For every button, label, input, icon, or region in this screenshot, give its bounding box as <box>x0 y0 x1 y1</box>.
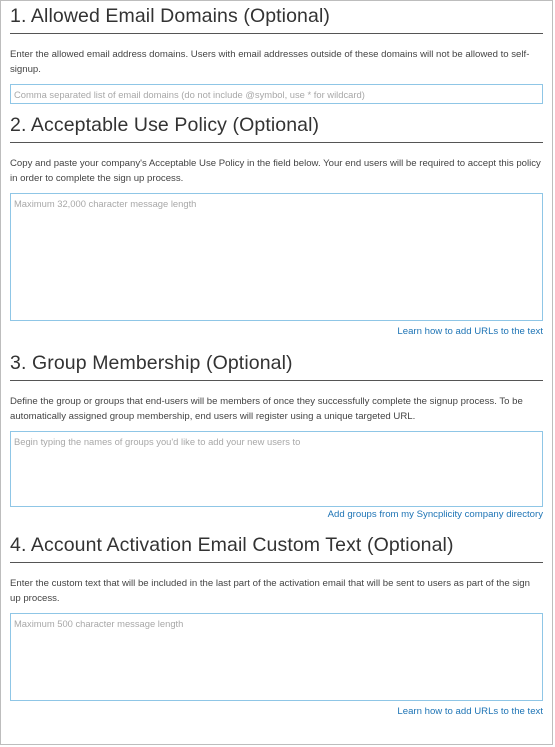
section-description: Define the group or groups that end-users will be members of once they successfully complete the signup process. To be automatically assigned group membership, end users will register using a unique targeted URL. <box>10 396 523 422</box>
section-acceptable-use-policy <box>10 110 543 338</box>
link-row <box>10 706 543 718</box>
section-description: Copy and paste your company's Acceptable Use Policy in the field below. Your end users will be required to accept this policy in order to complete the sign up process. <box>10 158 541 184</box>
learn-urls-link[interactable]: Learn how to add URLs to the text <box>397 326 543 337</box>
add-groups-directory-link[interactable]: Add groups from my Syncplicity company directory <box>327 509 543 520</box>
section-title: 1. Allowed Email Domains (Optional) <box>10 1 543 34</box>
section-allowed-email-domains <box>10 1 543 104</box>
acceptable-use-policy-textarea[interactable] <box>10 193 543 321</box>
section-description: Enter the allowed email address domains. Users with email addresses outside of these domains will not be allowed to self-signup. <box>10 49 530 75</box>
section-title: 3. Group Membership (Optional) <box>10 348 543 381</box>
section-activation-email-text <box>10 530 543 718</box>
group-membership-textarea[interactable] <box>10 431 543 507</box>
allowed-domains-input[interactable] <box>10 84 543 104</box>
link-row <box>10 509 543 521</box>
section-group-membership <box>10 348 543 521</box>
section-title: 4. Account Activation Email Custom Text (Optional) <box>10 530 543 563</box>
activation-email-textarea[interactable] <box>10 613 543 701</box>
section-description: Enter the custom text that will be included in the last part of the activation email that will be sent to users as part of the sign up process. <box>10 578 530 604</box>
settings-content <box>10 1 543 718</box>
section-title: 2. Acceptable Use Policy (Optional) <box>10 110 543 143</box>
learn-urls-link[interactable]: Learn how to add URLs to the text <box>397 706 543 717</box>
link-row <box>10 326 543 338</box>
